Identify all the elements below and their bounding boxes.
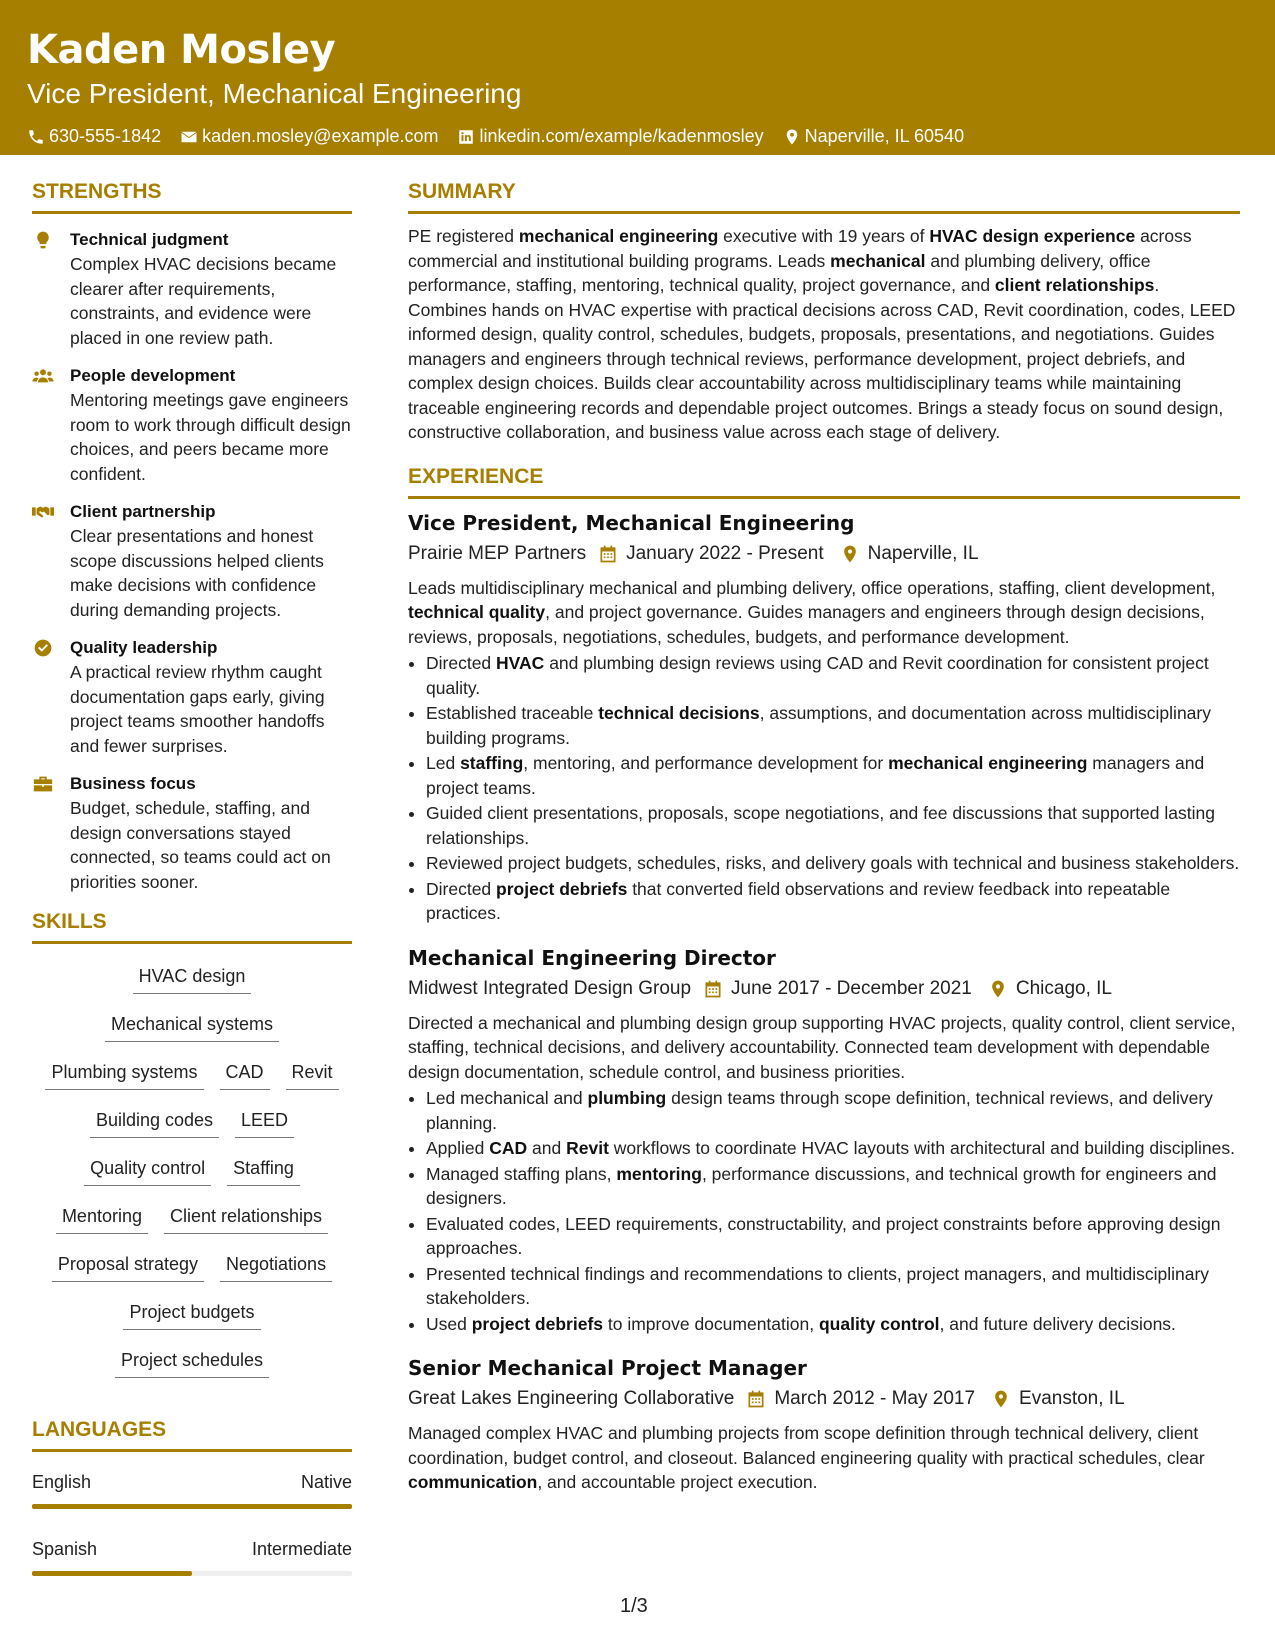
job-summary: Managed complex HVAC and plumbing projects from scope definition through technical delivery, client coordination, budget control, and closeout. Balanced engineering quality with practical schedules, clear communication, and accountable project execution. bbox=[408, 1423, 1205, 1492]
contact-bar bbox=[27, 126, 1248, 147]
skill-tag: Client relationships bbox=[164, 1202, 328, 1234]
phone-text: 630-555-1842 bbox=[49, 126, 162, 146]
job-title: Senior Mechanical Project Manager bbox=[408, 1356, 807, 1380]
skill-tag: HVAC design bbox=[133, 962, 252, 994]
resume-header bbox=[0, 0, 1275, 155]
lightbulb-icon bbox=[32, 230, 54, 250]
job-bullet: • Presented technical findings and recommendations to clients, project managers, and multidisciplinary stakeholders. bbox=[426, 1262, 1240, 1311]
contact-location bbox=[783, 126, 964, 147]
linkedin-icon bbox=[457, 128, 475, 146]
skill-tag: Staffing bbox=[227, 1154, 300, 1186]
strength-desc: Mentoring meetings gave engineers room to work through difficult design choices, and peers became more confident. bbox=[70, 390, 351, 484]
location-pin-icon bbox=[783, 128, 801, 146]
strength-desc: A practical review rhythm caught documentation gaps early, giving project teams smoother handoffs and fewer surprises. bbox=[70, 662, 325, 756]
skill-tag: Plumbing systems bbox=[45, 1058, 203, 1090]
language-bar-fill bbox=[32, 1504, 352, 1509]
job-title: Vice President, Mechanical Engineering bbox=[408, 510, 855, 535]
calendar-icon bbox=[746, 1389, 766, 1409]
strength-title: Client partnership bbox=[70, 502, 216, 521]
language-item bbox=[32, 1537, 352, 1576]
strength-desc: Clear presentations and honest scope discussions helped clients make decisions with confidence during demanding projects. bbox=[70, 526, 324, 620]
job-entry bbox=[408, 509, 1240, 926]
calendar-icon bbox=[703, 979, 723, 999]
phone-icon bbox=[27, 128, 45, 146]
languages-heading: LANGUAGES bbox=[32, 1416, 352, 1452]
job-bullet: • Applied CAD and Revit workflows to coordinate HVAC layouts with architectural and building disciplines. bbox=[426, 1136, 1240, 1161]
language-name: Spanish bbox=[32, 1539, 98, 1559]
language-level: Native bbox=[300, 1472, 352, 1492]
contact-email[interactable] bbox=[180, 126, 438, 147]
language-level: Intermediate bbox=[251, 1539, 352, 1559]
strength-item bbox=[32, 772, 352, 894]
strength-title: Business focus bbox=[70, 774, 196, 793]
strength-item bbox=[32, 500, 352, 622]
location-pin-icon bbox=[840, 544, 860, 564]
language-item bbox=[32, 1470, 352, 1509]
people-icon bbox=[32, 366, 54, 386]
strength-item bbox=[32, 636, 352, 758]
language-bar-fill bbox=[32, 1571, 192, 1576]
briefcase-icon bbox=[32, 774, 54, 794]
skill-tag: CAD bbox=[220, 1058, 270, 1090]
skill-tag: LEED bbox=[235, 1106, 294, 1138]
linkedin-text: linkedin.com/example/kadenmosley bbox=[479, 126, 764, 146]
job-bullet: • Managed staffing plans, mentoring, performance discussions, and technical growth for engineers and designers. bbox=[426, 1162, 1240, 1211]
strength-item bbox=[32, 364, 352, 486]
job-location: Naperville, IL bbox=[867, 542, 979, 564]
location-pin-icon bbox=[988, 979, 1008, 999]
strength-title: Technical judgment bbox=[70, 230, 229, 249]
strengths-list bbox=[32, 228, 352, 894]
job-company: Great Lakes Engineering Collaborative bbox=[408, 1388, 735, 1409]
contact-phone[interactable] bbox=[27, 126, 161, 147]
job-meta bbox=[408, 540, 1240, 568]
skill-tag: Proposal strategy bbox=[52, 1250, 204, 1282]
summary-heading: SUMMARY bbox=[408, 178, 1240, 214]
strength-item bbox=[32, 228, 352, 350]
page-number: 1/3 bbox=[620, 1595, 648, 1617]
mail-icon bbox=[180, 128, 198, 146]
language-bar bbox=[32, 1504, 352, 1509]
job-summary: Directed a mechanical and plumbing design group supporting HVAC projects, quality control, client service, staffing, technical decisions, and delivery accountability. Connected team development with dependable design documentation, schedule control, and business priorities. bbox=[408, 1012, 1236, 1082]
right-column bbox=[408, 178, 1240, 1495]
job-meta bbox=[408, 975, 1240, 1003]
strength-desc: Complex HVAC decisions became clearer after requirements, constraints, and evidence were placed in one review path. bbox=[70, 254, 337, 348]
skill-tag: Revit bbox=[286, 1058, 339, 1090]
language-name: English bbox=[32, 1472, 92, 1492]
candidate-title: Vice President, Mechanical Engineering bbox=[27, 78, 522, 109]
email-text: kaden.mosley@example.com bbox=[202, 126, 439, 146]
job-title: Mechanical Engineering Director bbox=[408, 945, 776, 970]
job-bullet: • Led staffing, mentoring, and performance development for mechanical engineering managers and project teams. bbox=[426, 751, 1240, 800]
job-dates: June 2017 - December 2021 bbox=[731, 977, 972, 999]
languages-list bbox=[32, 1470, 352, 1576]
language-bar bbox=[32, 1571, 352, 1576]
job-bullet: • Used project debriefs to improve documentation, quality control, and future delivery decisions. bbox=[426, 1312, 1240, 1337]
handshake-icon bbox=[32, 502, 54, 522]
job-bullet: • Established traceable technical decisions, assumptions, and documentation across multidisciplinary building programs. bbox=[426, 701, 1240, 750]
job-dates: January 2022 - Present bbox=[626, 542, 824, 564]
job-entry bbox=[408, 944, 1240, 1337]
job-company: Midwest Integrated Design Group bbox=[408, 977, 692, 999]
job-location: Chicago, IL bbox=[1015, 977, 1112, 999]
summary-text: PE registered mechanical engineering executive with 19 years of HVAC design experience across commercial and institutional building programs. Leads mechanical and plumbing delivery, office performance, staffing, mentoring, technical quality, project governance, and client relationships. Combines hands on HVAC expertise with practical decisions across CAD, Revit coordination, codes, LEED informed design, quality control, schedules, budgets, proposals, presentations, and negotiations. Guides managers and engineers through technical reviews, performance development, project debriefs, and complex design choices. Builds clear accountability across multidisciplinary teams while maintaining traceable engineering records and dependable project outcomes. Brings a steady focus on sound design, constructive collaboration, and business value across each stage of delivery. bbox=[408, 226, 1236, 442]
job-bullet: • Led mechanical and plumbing design teams through scope definition, technical reviews, and delivery planning. bbox=[426, 1086, 1240, 1135]
strength-title: People development bbox=[70, 366, 236, 385]
skill-tag: Project budgets bbox=[123, 1298, 260, 1330]
skill-tag: Quality control bbox=[84, 1154, 211, 1186]
job-dates: March 2012 - May 2017 bbox=[774, 1388, 976, 1409]
skill-tag: Mentoring bbox=[56, 1202, 148, 1234]
job-entry bbox=[408, 1354, 1240, 1495]
job-bullet: • Directed HVAC and plumbing design reviews using CAD and Revit coordination for consistent project quality. bbox=[426, 651, 1240, 700]
left-column bbox=[32, 178, 352, 1596]
location-pin-icon bbox=[991, 1389, 1011, 1409]
skills-list bbox=[32, 962, 352, 1394]
location-text: Naperville, IL 60540 bbox=[804, 126, 965, 146]
skill-tag: Building codes bbox=[90, 1106, 219, 1138]
contact-linkedin[interactable] bbox=[457, 126, 763, 147]
candidate-name: Kaden Mosley bbox=[27, 27, 336, 73]
job-meta bbox=[408, 1385, 1240, 1413]
job-company: Prairie MEP Partners bbox=[408, 542, 587, 564]
skill-tag: Mechanical systems bbox=[105, 1010, 279, 1042]
job-summary: Leads multidisciplinary mechanical and plumbing delivery, office operations, staffing, client development, technical quality, and project governance. Guides managers and engineers through design decisions, reviews, proposals, negotiations, schedules, budgets, and performance development. bbox=[408, 577, 1216, 647]
job-bullets bbox=[408, 651, 1240, 926]
strengths-heading: STRENGTHS bbox=[32, 178, 352, 214]
strength-desc: Budget, schedule, staffing, and design conversations stayed connected, so teams could act on priorities sooner. bbox=[70, 798, 331, 892]
job-location: Evanston, IL bbox=[1019, 1388, 1125, 1409]
job-bullet: • Evaluated codes, LEED requirements, constructability, and project constraints before approving design approaches. bbox=[426, 1212, 1240, 1261]
experience-heading: EXPERIENCE bbox=[408, 463, 1240, 499]
skill-tag: Negotiations bbox=[220, 1250, 332, 1282]
skills-heading: SKILLS bbox=[32, 908, 352, 944]
job-bullet: • Directed project debriefs that converted field observations and review feedback into repeatable practices. bbox=[426, 877, 1240, 926]
strength-title: Quality leadership bbox=[70, 638, 218, 657]
job-bullets bbox=[408, 1086, 1240, 1336]
calendar-icon bbox=[598, 544, 618, 564]
check-circle-icon bbox=[32, 638, 54, 658]
job-bullet: • Reviewed project budgets, schedules, risks, and delivery goals with technical and business stakeholders. bbox=[426, 851, 1240, 876]
job-bullet: • Guided client presentations, proposals, scope negotiations, and fee discussions that supported lasting relationships. bbox=[426, 801, 1240, 850]
skill-tag: Project schedules bbox=[115, 1346, 269, 1378]
